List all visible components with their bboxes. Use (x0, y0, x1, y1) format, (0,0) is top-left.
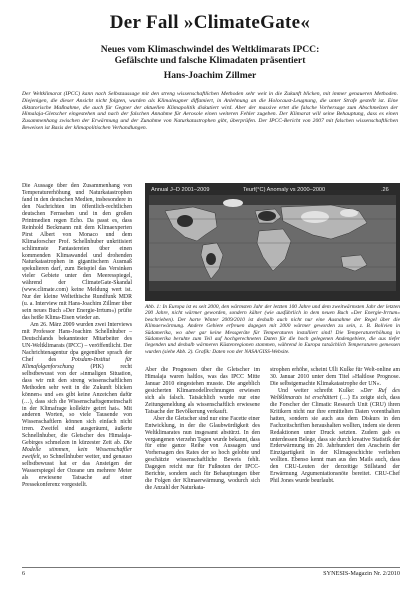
column3-paragraph-1: strophen erhöhe, scheint Ulli Kulke für Welt-online am 30. Januar 2010 unter dem Titel »Haltlose Prognose. Die selbstgemachte Klimakatastrophe der UN«. (270, 367, 400, 387)
article-lead: Der Weltklimarat (IPCC) kann nach Selbstaussage mit den streng wissenschaftlichen Methoden sehr weit in die Zukunft blicken, mit immer genaueren Methoden. Diejenigen, die dieser Ansicht nicht folgten, wurden als Klimaleugner diffamiert, in Anlehnung an die Holocaust-Leugnung, die unter Strafe gestellt ist. Eine diktatorische Maßnahme, die auch für Gegner der aktuellen Klimapolitik diskutiert wird. Aber der massive ertet die falsche Vorhersage zum Abschmelzen der Himalaja-Gletscher eingestehen und nach der falschen Annahme für Aerosole einen weiteren Fehler zugeben. Der Klimarat will seine Behauptung, dass es einen Zusammenhang zwischen der Erwärmung und der Zunahme von Naturkatastrophen gibt, überprüfen. Der IPCC-Bericht von 2007 mit falschen wissenschaftlichen Beweisen ist Basis der klimapolitischen Verhandlungen. (22, 91, 398, 131)
column1-paragraph-2-text-b: (PIK) recht selbstbewusst von der »inmaligen Situation, dass wir mit den streng wissenschaftlichen Methoden sehr weit in die Zukunft blicken können« und »es gibt keine Anzeichen dafür (…), dass sich die Wissenschaftsgemeinschaft in der Klimafrage kollektiv geirrt hat«. Mit anderen Worten, so viele Tausende von Wissenschaftlern können sich einfach nicht irren. Zweifel sind ausgeräumt, äußerte Schnellnhuber, die Gletscher des Himalaja-Gebirges schmelzen in kürzester Zeit ab. (22, 363, 132, 447)
text-column-1 (22, 183, 132, 489)
page-number: 6 (22, 570, 26, 577)
map-label-right: .26 (381, 187, 389, 193)
column1-paragraph-1: Die Aussage über den Zusammenhang von Temperaturerhöhung und Naturkatastrophen fand in den deutschen Medien, insbesondere in den Nachrichten im öffentlich-rechtlichen deutschen Fernsehen und in den großen Printmedien regen Echo. Da passt es, dass Reinhold Beckmann mit dem Klimaexperten Pirst Albert von Monaco und dem Klimaforscher Prof. Schellnhuber unkritisiert schlimmste Fantastereien über einen kommenden Klimawandel und drohenden Naturkatastrophen in gigantischem Ausmaß spekulieren darf, zum Beispiel das Versinken vieler Gebiete unter den Meeresspiegel, während der ClimateGate-Skandal (www.climate.com) keine Meldung wert ist. Nur der kleine Weltethische Rundfunk MDR (u. a. Interview mit Hans-Joachim Zillmer über sein neues Buch »Der Energie-Irrtum«) prüfte das heiße Klima-Eisen wieder an. (22, 183, 132, 322)
article-author: Hans-Joachim Zillmer (163, 70, 257, 81)
column3-paragraph-2-text: Und weiter schreibt Kulke: » (278, 387, 364, 394)
column3-paragraph-2 (270, 388, 400, 485)
column1-emphasis-quote: Die Modelle stimmen, kein Wissenschaftler zweifelt (22, 440, 132, 461)
column3-paragraph-2-text-b: (…) Es zeigte sich, dass die Forscher der Climatic Research Unit (CRU) ihren Kritikern nicht nur ihre ermittelten Daten vorenthalten hatten, sondern sie auch aus dem Diskurs in den Fachzeitschriften heraushalten wollten, indem sie deren Redaktionen unter Druck setzten. Zudem gab es unterdessen Belege, dass sie durch kreative Statistik der Erderwärmung im 20. Jahrhundert den Anschein der Einzigartigkeit in der Klimageschichte verliehen wollten. Ebenso kennt man aus den Mails auch, dass den CRU-Leuten der derzeitige Stillstand der Erwärmung Argumentationsnöte bereitet. CRU-Chef Phil Jones wurde beurlaubt. (270, 394, 401, 485)
text-column-3 (270, 367, 400, 485)
temperature-anomaly-map (145, 183, 400, 301)
column1-paragraph-2-text: Am 26. März 2009 wurden zwei Interviews mit Professor Hans-Joachim Schellnhuber – Deutschlands bekanntester Mitarbeiter des UN-Weltklimarats (IPCC) – veröffentlicht. Der Nachrichtenagentur dpa gegenüber sprach der Chef des (22, 322, 132, 363)
article-subtitle-line-1: Neues vom Klimaschwindel des Weltklimarats IPCC: (100, 44, 320, 55)
column1-paragraph-2-text-c: , so Schnellnhuber weiter, und genauso selbstbewusst hat er das Ansteigen der Wasserspiegel der Ozeane um mehrere Meter als erwiesene Tatsache auf einer Pressekonferenz vorgestellt. (22, 454, 132, 488)
column2-paragraph-1: Aber die Prognosen über die Gletscher im Himalaja waren haltlos, was das IPCC Mitte Januar 2010 eingestehen musste. Die angeblich gesicherten Klimamodellrechnungen erwiesen sich als falsch. Tatsächlich wurde nur eine Zeitungsmeldung als wissenschaftlich erwiesene Tatsache der Bevölkerung verkauft. (145, 367, 260, 415)
column2-paragraph-2: Aber die Gletscher sind nur eine Facette einer Entwicklung, in der die Glaubwürdigkeit des Weltklimarates nun insgesamt abstürzt. In den vergangenen vierzehn Tagen wurde bekannt, dass für eine ganze Reihe von Aussagen und Vorhersagen des Rates der so hoch gelobte und geschätzte wissenschaftliche Beweis fehlt. Dagegen reicht nur für Fußnoten der IPCC-Berichte, sondern auch für Behauptungen über die Folgen der Klimaerwärmung, wodurch sich die Anzahl der Naturkata- (145, 415, 260, 492)
text-column-2 (145, 367, 260, 492)
column3-emphasis-quote: Der Ruf des Weltklimarats ist erschüttert (270, 387, 400, 401)
column1-emphasis-institute: Potsdam-Institut für Klimafolgenforschung (22, 356, 132, 370)
anomaly-map-graphic (145, 183, 400, 301)
column1-paragraph-2 (22, 322, 132, 489)
map-label-middle: Teurf(°C) Anomaly vs 2000–2000 (243, 187, 326, 193)
magazine-issue: SYNESIS-Magazin Nr. 2/2010 (323, 570, 400, 577)
footer-rule (22, 567, 400, 568)
figure-caption: Abb. 1: In Europa ist es seit 2000, den wärmsten Jahr der letzten 100 Jahre und dem zweitwärmsten Jahr der letzten 200 Jahre, nicht wärmer geworden, sondern kälter (wie ausführlich in dem neuen Buch »Der Energie-Irrtum« beschrieben). Der harte Winter 2009/2010 ist deshalb auch nicht nur eine Ausnahme der Regel über die Klimaerwärmung. Andere Gebiete erfreuen dagegen mit 2000 wärmer geworden zu sein, z. B. Bolivien in Südamerika, wo aber gar keine Messgeräte für Temperaturen installiert sind! Die Temperaturerhöhung in Südamerika beruhte zum Teil auf hochgerechneten Daten für die hoch gelegenen Andengebiete, die aus tiefer liegenden und deshalb wärmeren Küstenregionen stammen, während in Europa tatsächlich Temperaturen gemessen wurden (siehe Abb. 2). Grafik: Daten von der NASA/GISS-Website. (145, 304, 400, 355)
article-subtitle-line-2: Gefälschte und falsche Klimadaten präsentiert (114, 55, 306, 66)
article-title: Der Fall »ClimateGate« (109, 12, 311, 33)
map-label-left: Annual J–D 2001–2009 (151, 187, 210, 193)
